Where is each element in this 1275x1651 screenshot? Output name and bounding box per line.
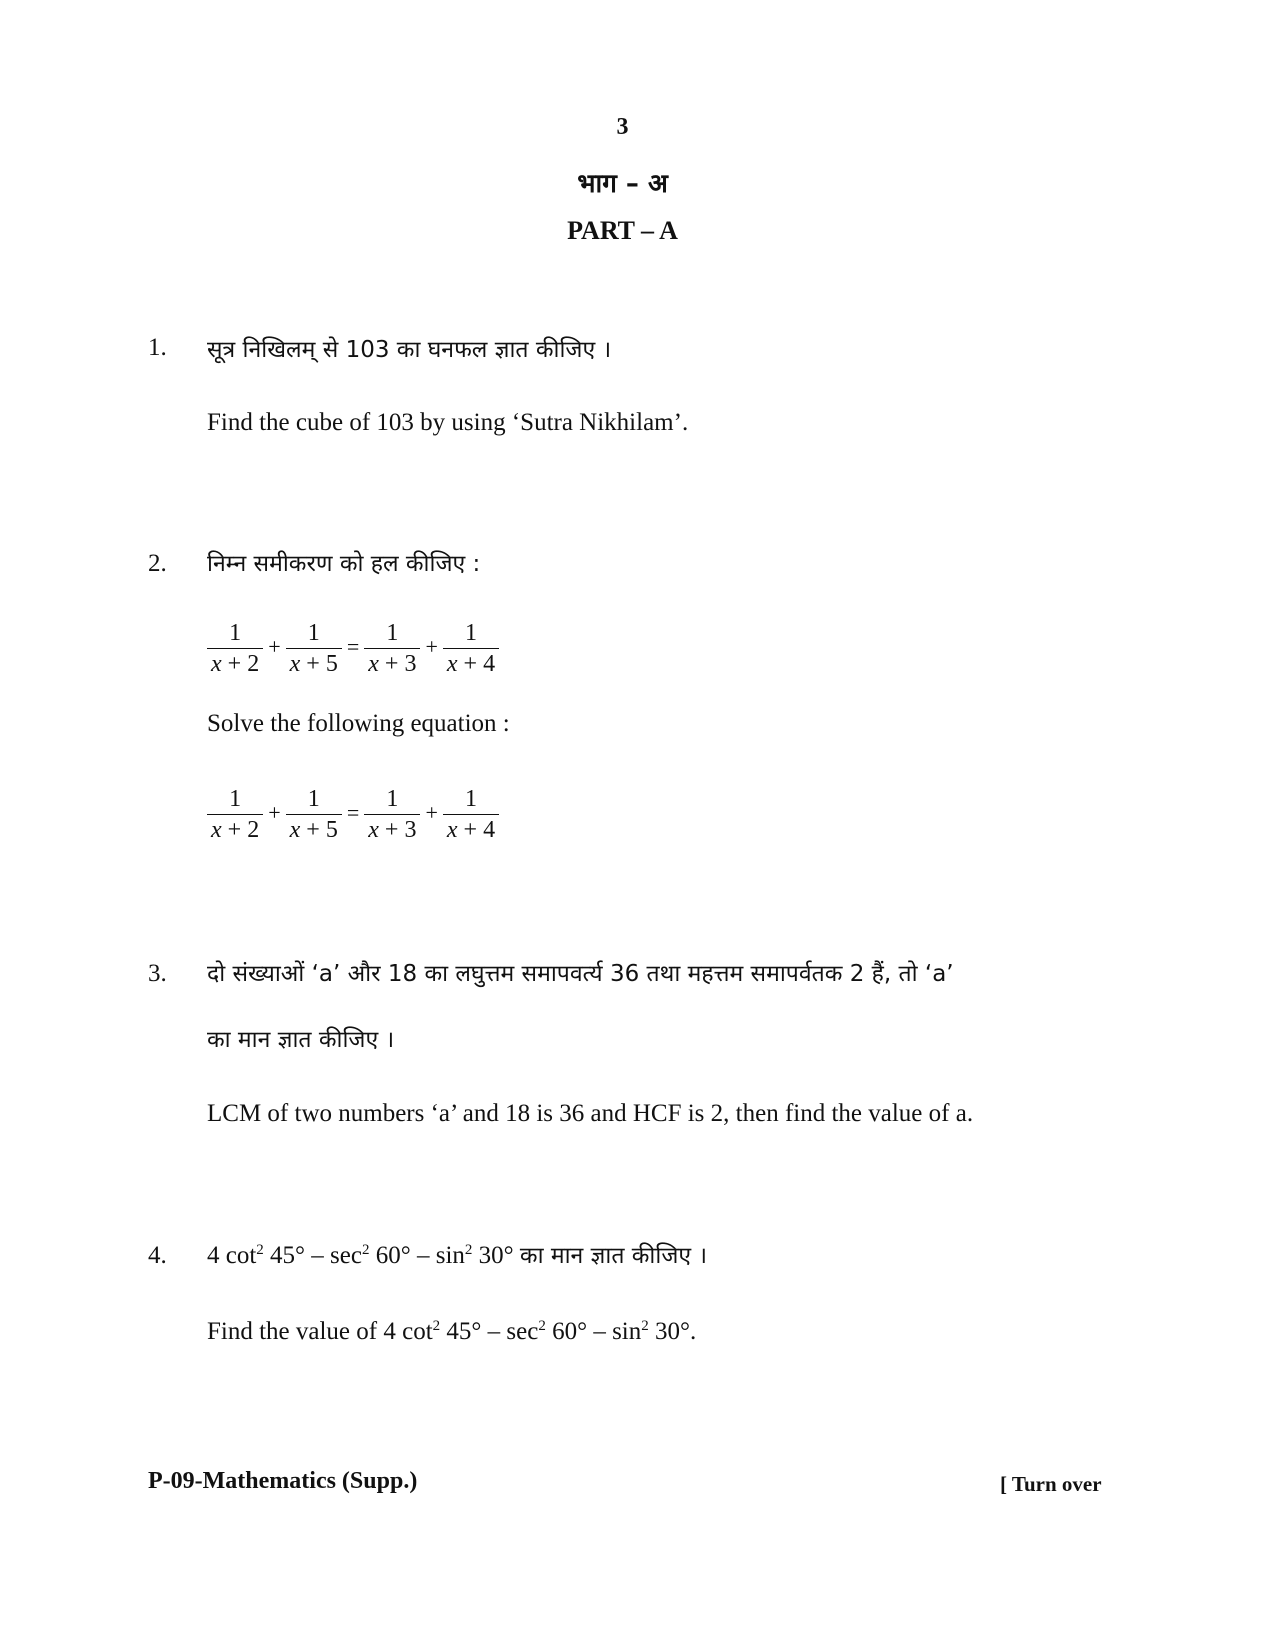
fraction: $\frac{1}{x + 5}$ [286,620,342,677]
part-heading-english: PART – A [567,216,678,245]
question-3-english: LCM of two numbers ‘a’ and 18 is 36 and HCF is 2, then find the value of a. [207,1100,974,1127]
question-3-hindi-line-2: का मान ज्ञात कीजिए । [207,1027,395,1053]
page-number: 3 [616,114,629,140]
question-2-number: 2. [148,550,167,577]
plus-sign: + [425,800,438,825]
equation-hindi [205,618,501,678]
question-2-hindi: निम्न समीकरण को हल कीजिए : [207,551,481,577]
equals-sign: = [346,634,360,659]
plus-sign: + [268,800,281,825]
question-1-number: 1. [148,334,167,361]
fraction: $\frac{1}{x + 2}$ [207,620,263,677]
question-4-hindi: 4 $\cot^2 45^\circ - \sec^2 60^\circ - \sin^2 30^\circ$ का मान ज्ञात कीजिए । [207,1242,708,1269]
fraction: $\frac{1}{x + 3}$ [364,786,420,843]
equals-sign: = [346,800,360,825]
fraction: $\frac{1}{x + 4}$ [443,786,499,843]
part-heading-hindi: भाग – अ [577,169,668,199]
turn-over-note: [ Turn over [1000,1472,1102,1496]
fraction: $\frac{1}{x + 4}$ [443,620,499,677]
plus-sign: + [425,634,438,659]
paper-code: P-09-Mathematics (Supp.) [148,1468,418,1494]
plus-sign: + [268,634,281,659]
fraction: $\frac{1}{x + 3}$ [364,620,420,677]
question-3-hindi-line-1: दो संख्याओं ‘a’ और 18 का लघुत्तम समापवर्त्य 36 तथा महत्तम समापर्वतक 2 हैं, तो ‘a’ [207,961,954,987]
fraction: $\frac{1}{x + 2}$ [207,786,263,843]
question-4-number: 4. [148,1242,167,1269]
equation-english [205,784,501,844]
question-1-english: Find the cube of 103 by using ‘Sutra Nikhilam’. [207,409,689,436]
fraction: $\frac{1}{x + 5}$ [286,786,342,843]
question-3-number: 3. [148,960,167,987]
question-1-hindi: सूत्र निखिलम् से 103 का घनफल ज्ञात कीजिए । [207,337,612,363]
question-4-english: Find the value of 4 $\cot^2 45^\circ - \sec^2 60^\circ - \sin^2 30^\circ$. [207,1318,697,1345]
question-2-english: Solve the following equation : [207,710,510,737]
